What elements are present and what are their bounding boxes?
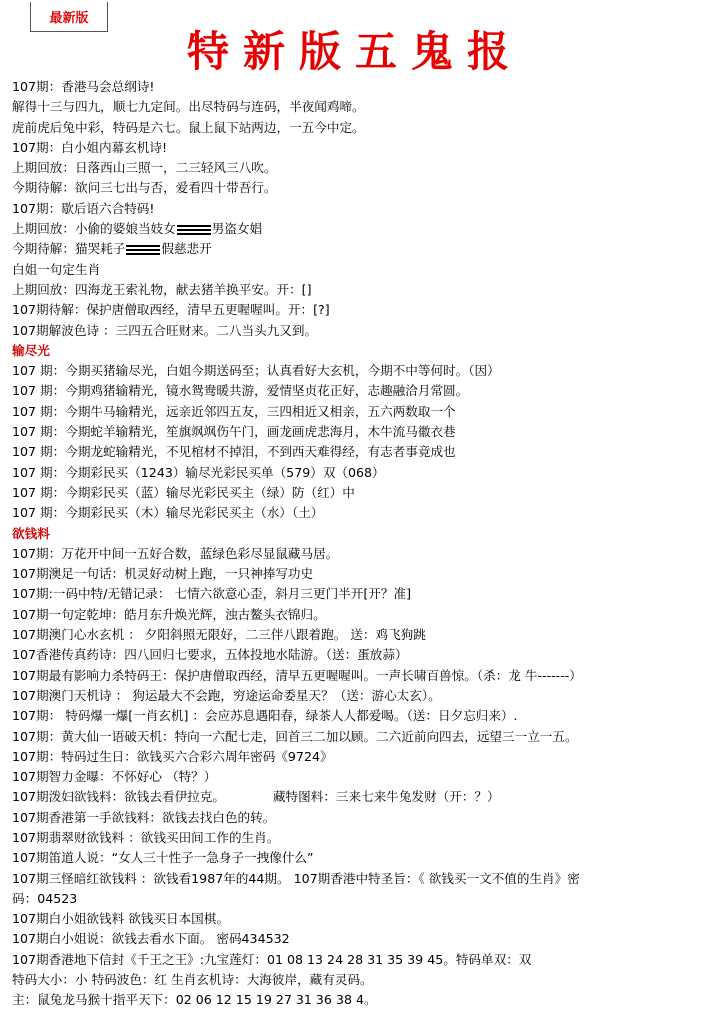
text-line: 107 期：今期蛇羊输精光，笙旗飒飒伤午门，画龙画虎悲海月，木牛流马徽衣巷 bbox=[12, 424, 456, 440]
text-line: 上期回放：日落西山三照一，二三轻风三八吹。 bbox=[12, 160, 277, 176]
redacted-bars-icon bbox=[177, 225, 211, 235]
text-line: 107期：黄大仙一语破天机：特向一六配七走，回首三二加以顾。二六近前向四去，远望三一立一五。 bbox=[12, 728, 578, 744]
text-segment: 假慈悲开 bbox=[161, 241, 212, 257]
section-heading: 输尽光 bbox=[12, 342, 50, 358]
text-line: 107期白小姐说：欲钱去看水下面。 密码434532 bbox=[12, 931, 290, 947]
text-line: 解得十三与四九，顺七九定间。出尽特码与连码，半夜闻鸡啼。 bbox=[12, 99, 365, 115]
text-segment: 上期回放：小偷的婆娘当妓女 bbox=[12, 221, 176, 237]
text-line: 107期： 特码爆一爆[一肖玄机] ：会应苏息遇阳春，绿茶人人都爱喝。（送：日夕忘归来）. bbox=[12, 708, 518, 724]
text-line: 107期：万花开中间一五好合数，蓝绿色彩尽显鼠藏马居。 bbox=[12, 545, 339, 561]
text-line: 上期回放：四海龙王索礼物，献去猪羊换平安。开：[] bbox=[12, 281, 312, 297]
text-line: 107 期：今期彩民买（木）输尽光彩民买主（水）（土） bbox=[12, 505, 324, 521]
text-line: 白姐一句定生肖 bbox=[12, 261, 101, 277]
article-body bbox=[12, 77, 708, 1011]
text-segment: 107期泼妇欲钱料：欲钱去看伊拉克。 bbox=[12, 789, 225, 805]
text-line: 虎前虎后兔中彩，特码是六七。鼠上鼠下站两边，一五今中定。 bbox=[12, 119, 365, 135]
text-line: 107期：香港马会总纲诗! bbox=[12, 79, 155, 94]
text-line: 107期：歇后语六合特码! bbox=[12, 200, 155, 216]
text-line: 107期待解：保护唐僧取西经，清早五更喔喔叫。开：[?] bbox=[12, 302, 330, 318]
text-segment: 藏特图料：三来七来牛兔发财（开：？） bbox=[272, 789, 500, 805]
text-segment: 今期待解：猫哭耗子 bbox=[12, 241, 126, 257]
text-line: 特码大小：小 特码波色：红 生肖玄机诗：大海彼岸，藏有灵码。 bbox=[12, 972, 373, 988]
text-line: 107期香港地下信封《千王之王》:九宝莲灯：01 08 13 24 28 31 35 39 45。特码单双：双 bbox=[12, 951, 532, 967]
text-line: 107期智力金曝：不怀好心 （特？） bbox=[12, 769, 217, 785]
text-segment: 男盗女娼 bbox=[211, 221, 263, 237]
text-line: 107期笛道人说：“女人三十性子一急身子一拽像什么” bbox=[12, 850, 314, 866]
text-line: 107期翡翠财欲钱料 ：欲钱买田间工作的生肖。 bbox=[12, 829, 280, 845]
edition-badge: 最新版 bbox=[30, 2, 108, 32]
text-line: 107 期：今期龙蛇输精光，不见棺材不掉泪，不到西天难得经，有志者事竟成也 bbox=[12, 444, 456, 460]
text-line: 107 期：今期买猪输尽光，白姐今期送码至；认真看好大玄机，今期不中等何时。（因） bbox=[12, 363, 500, 379]
text-line: 107期:一码中特/无错记录： 七情六欲意心歪，斜月三更门半开[开？准] bbox=[12, 586, 411, 602]
page-title: 特新版五鬼报 bbox=[186, 27, 523, 76]
text-line: 107期：白小姐内幕玄机诗! bbox=[12, 139, 168, 155]
text-line: 107期澳足一句话：机灵好动树上跑，一只神捧写功史 bbox=[12, 566, 314, 582]
text-line bbox=[12, 787, 708, 807]
text-line bbox=[12, 219, 708, 239]
text-line: 107香港传真药诗：四八回归七要求，五体投地水陆游。（送：蛋放蒜） bbox=[12, 647, 408, 663]
text-line: 107期一句定乾坤：皓月东升焕光辉，浊古鳌头衣锦归。 bbox=[12, 606, 326, 622]
text-line: 107期三怪暗红欲钱料 ：欲钱看1987年的44期。 107期香港中特圣旨：《 欲钱买一文不值的生肖》密 bbox=[12, 870, 580, 886]
text-line: 107期香港第一手欲钱料：欲钱去找白色的转。 bbox=[12, 809, 276, 825]
text-line: 今期待解：欲问三七出与否，爱看四十带吾行。 bbox=[12, 180, 277, 196]
text-line: 107期：特码过生日：欲钱买六合彩六周年密码《9724》 bbox=[12, 748, 333, 764]
text-line: 107期澳门心水玄机 ： 夕阳斜照无限好，二三伴八跟着跑。 送：鸡飞狗跳 bbox=[12, 627, 426, 643]
redacted-bars-icon bbox=[126, 245, 160, 255]
text-line: 主：鼠兔龙马猴十指平天下：02 06 12 15 19 27 31 36 38 4。 bbox=[12, 992, 377, 1008]
text-line: 107 期：今期彩民买（1243）输尽光彩民买单（579）双（068） bbox=[12, 464, 385, 480]
text-line: 107 期：今期彩民买（蓝）输尽光彩民买主（绿）防（红）中 bbox=[12, 484, 355, 500]
text-line: 107 期：今期鸡猪输精光，镜水鸳鸯暖共游，爱情坚贞花正好，志趣融洽月常圆。 bbox=[12, 383, 469, 399]
section-heading: 欲钱料 bbox=[12, 525, 50, 541]
text-line: 107期白小姐欲钱料 欲钱买日本国棋。 bbox=[12, 911, 229, 927]
text-line bbox=[12, 239, 708, 259]
text-line: 107 期：今期牛马输精光，远亲近邻四五友，三四相近又相亲，五六两数取一个 bbox=[12, 403, 456, 419]
text-line: 107期最有影响力杀特码王：保护唐僧取西经，清早五更喔喔叫。一声长啸百兽惊。（杀：龙 牛-------） bbox=[12, 667, 582, 683]
text-line: 107期解波色诗 ：三四五合旺财来。二八当头九又到。 bbox=[12, 322, 318, 338]
text-line: 107期澳门天机诗 ： 狗运最大不会跑，穷途运命委星天？（送：游心太玄）。 bbox=[12, 687, 441, 703]
text-line: 码：04523 bbox=[12, 890, 78, 906]
